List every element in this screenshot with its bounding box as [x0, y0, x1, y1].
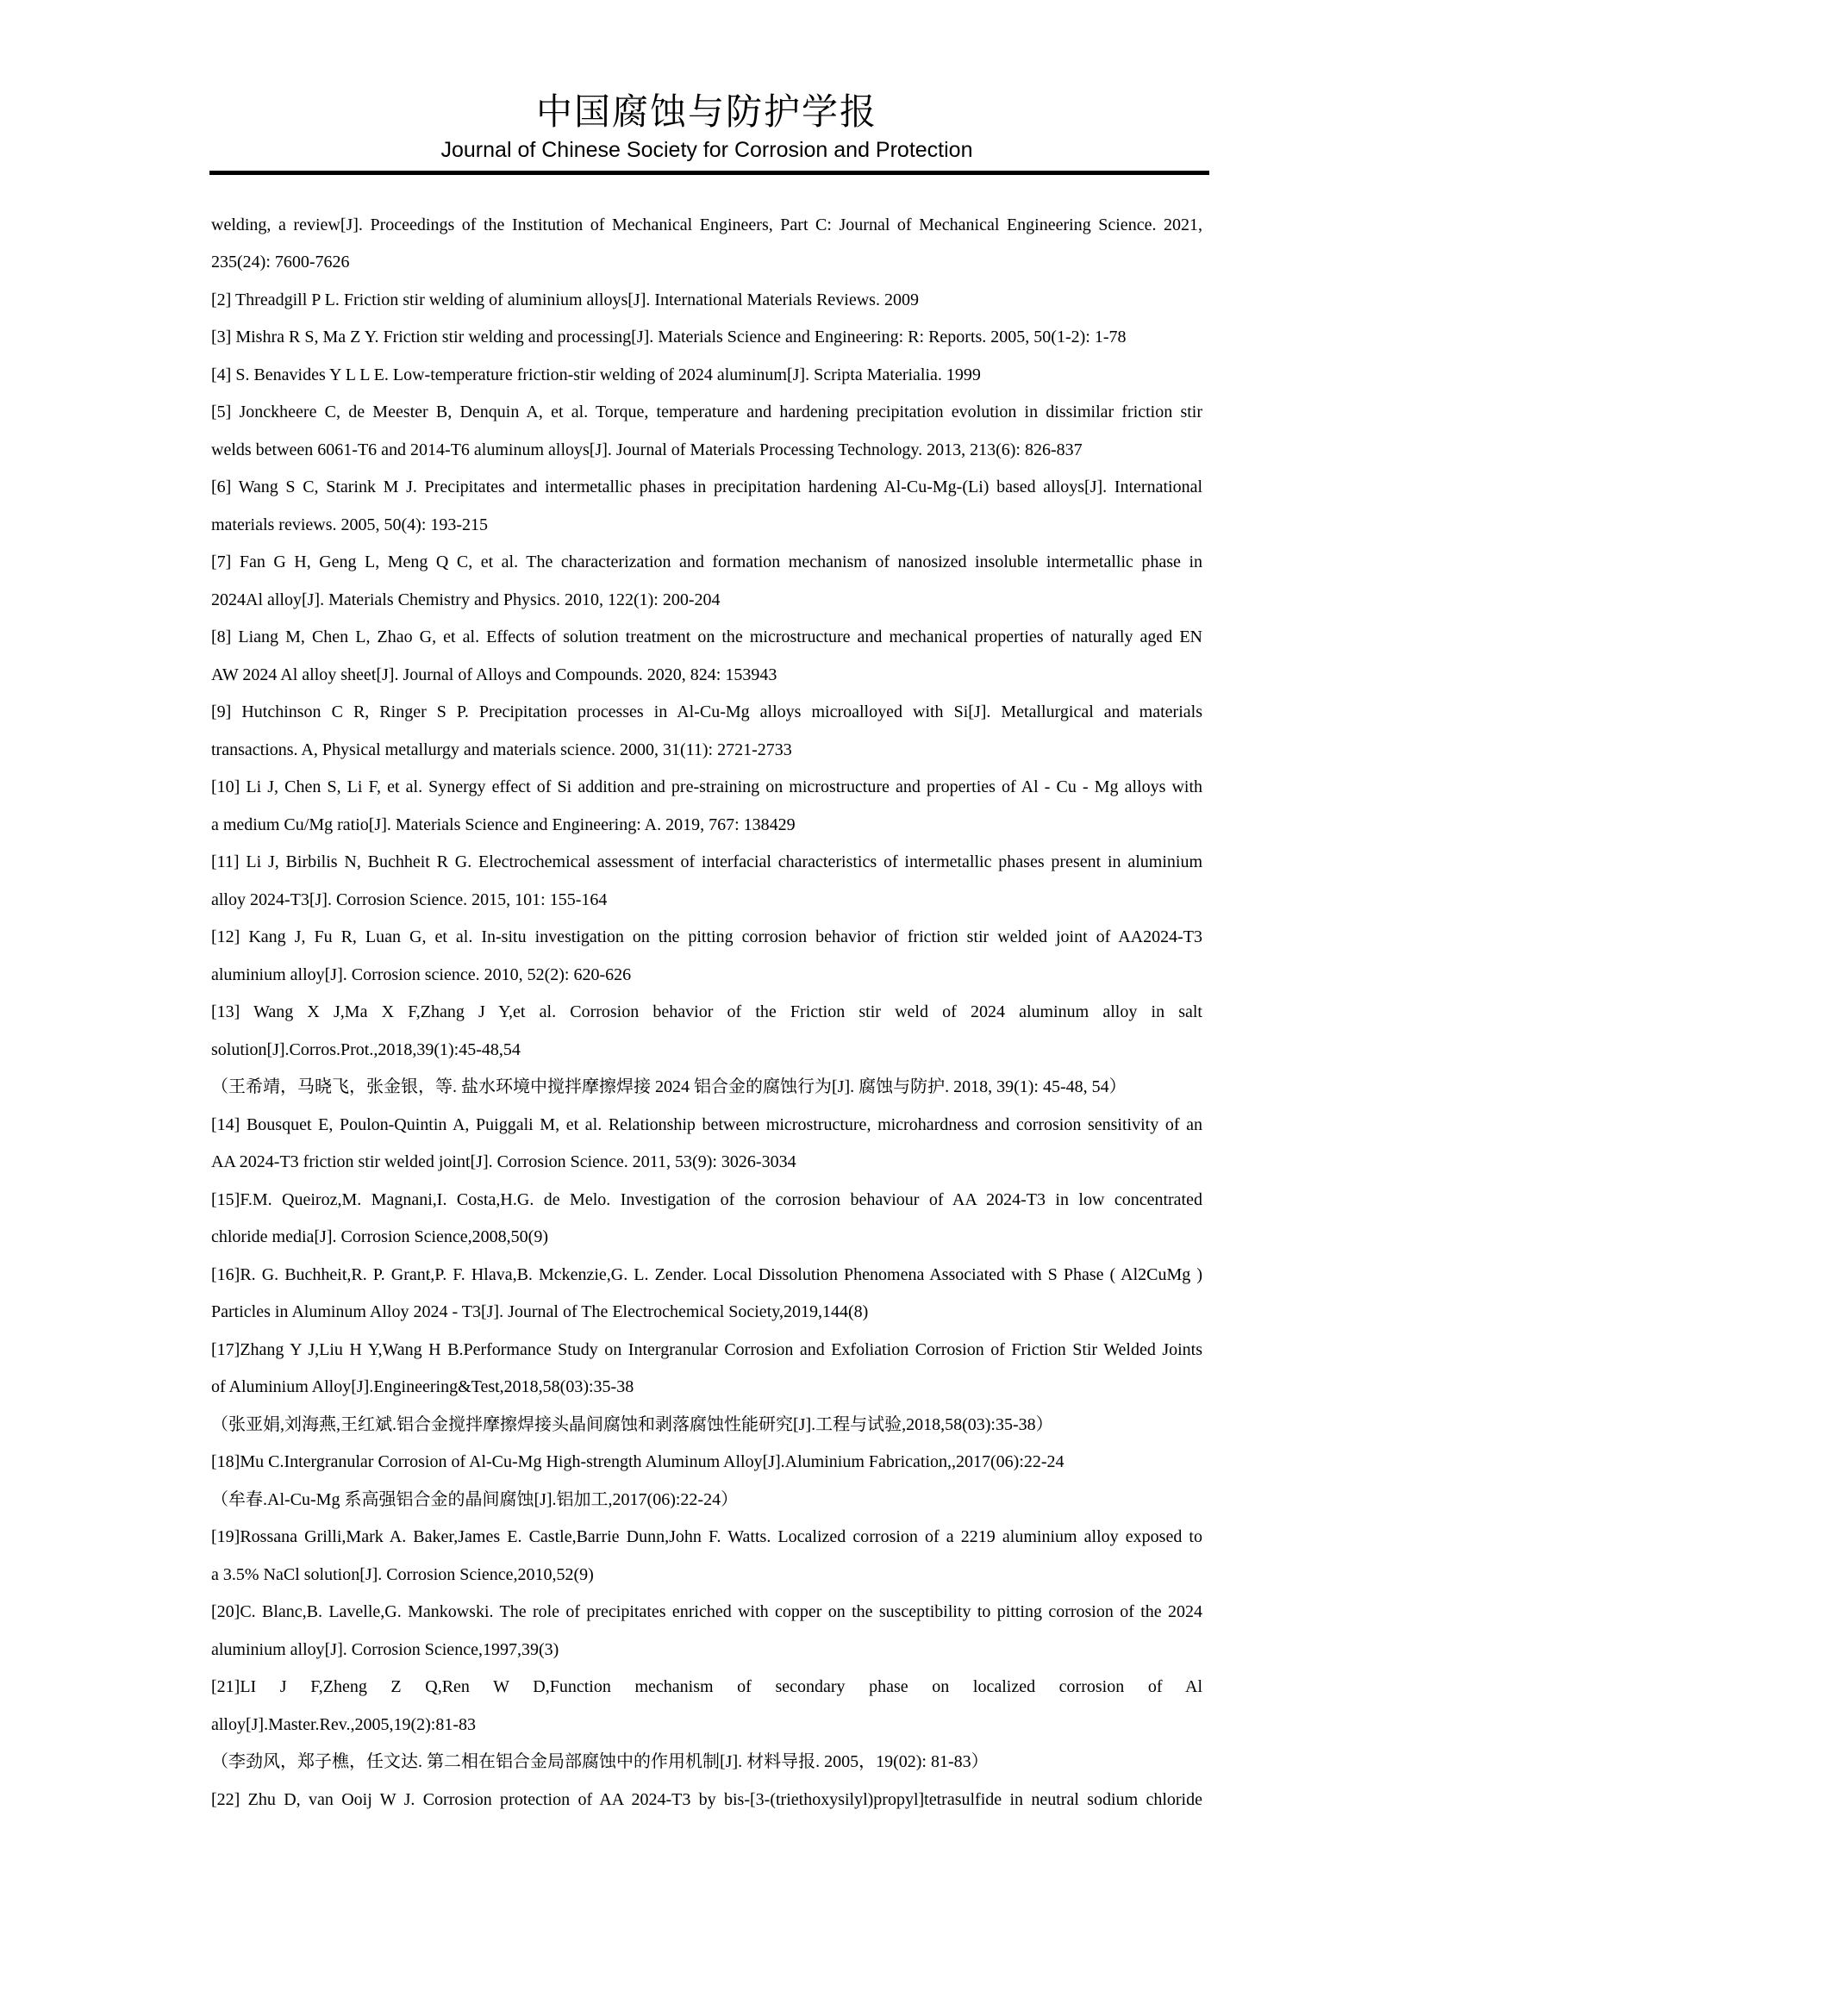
reference-line: （张亚娟,刘海燕,王红斌.铝合金搅拌摩擦焊接头晶间腐蚀和剥落腐蚀性能研究[J].工程与试验,2018,58(03):35-38）	[211, 1414, 1053, 1434]
reference-line: welds between 6061-T6 and 2014-T6 aluminum alloys[J]. Journal of Materials Processing Technology. 2013, 213(6): 826-837	[211, 440, 1083, 459]
reference-line: [2] Threadgill P L. Friction stir welding of aluminium alloys[J]. International Materials Reviews. 2009	[211, 290, 919, 309]
reference-line: AA 2024-T3 friction stir welded joint[J]. Corrosion Science. 2011, 53(9): 3026-3034	[211, 1152, 796, 1172]
reference-line: aluminium alloy[J]. Corrosion Science,1997,39(3)	[211, 1639, 559, 1659]
reference-line: [4] S. Benavides Y L L E. Low-temperature friction-stir welding of 2024 aluminum[J]. Scripta Materialia. 1999	[211, 365, 981, 384]
reference-line: [19]Rossana Grilli,Mark A. Baker,James E. Castle,Barrie Dunn,John F. Watts. Localized corrosion of a 2219 aluminium alloy exposed to	[211, 1527, 1202, 1547]
reference-line: of Aluminium Alloy[J].Engineering&Test,2018,58(03):35-38	[211, 1377, 634, 1397]
reference-line: [10] Li J, Chen S, Li F, et al. Synergy effect of Si addition and pre-straining on microstructure and properties of Al - Cu - Mg alloys with	[211, 777, 1202, 797]
reference-line: [13] Wang X J,Ma X F,Zhang J Y,et al. Corrosion behavior of the Friction stir weld of 2024 aluminum alloy in salt	[211, 1002, 1202, 1022]
references-list	[211, 207, 1202, 1819]
reference-line: welding, a review[J]. Proceedings of the Institution of Mechanical Engineers, Part C: Journal of Mechanical Engineering Science. 2021,	[211, 215, 1202, 234]
page-content	[211, 0, 1202, 1819]
reference-line: 2024Al alloy[J]. Materials Chemistry and Physics. 2010, 122(1): 200-204	[211, 590, 721, 609]
reference-line: （李劲风，郑子樵，任文达. 第二相在铝合金局部腐蚀中的作用机制[J]. 材料导报. 2005，19(02): 81-83）	[211, 1752, 989, 1772]
reference-line: [12] Kang J, Fu R, Luan G, et al. In-situ investigation on the pitting corrosion behavior of friction stir welded joint of AA2024-T3	[211, 927, 1202, 947]
journal-title-chinese: 中国腐蚀与防护学报	[535, 93, 877, 133]
reference-line: [11] Li J, Birbilis N, Buchheit R G. Electrochemical assessment of interfacial characteristics of intermetallic phases present in aluminium	[211, 852, 1202, 872]
reference-line: （牟春.Al-Cu-Mg 系高强铝合金的晶间腐蚀[J].铝加工,2017(06):22-24）	[211, 1489, 739, 1509]
reference-line: 235(24): 7600-7626	[211, 253, 350, 272]
reference-line: [17]Zhang Y J,Liu H Y,Wang H B.Performance Study on Intergranular Corrosion and Exfoliation Corrosion of Friction Stir Welded Joints	[211, 1339, 1202, 1359]
reference-line: alloy[J].Master.Rev.,2005,19(2):81-83	[211, 1714, 476, 1734]
journal-header	[211, 0, 1202, 175]
reference-line: aluminium alloy[J]. Corrosion science. 2010, 52(2): 620-626	[211, 964, 632, 984]
reference-line: [18]Mu C.Intergranular Corrosion of Al-Cu-Mg High-strength Aluminum Alloy[J].Aluminium Fabrication,,2017(06):22-24	[211, 1452, 1064, 1472]
reference-line: [8] Liang M, Chen L, Zhao G, et al. Effects of solution treatment on the microstructure and mechanical properties of naturally aged EN	[211, 627, 1202, 647]
reference-line: [9] Hutchinson C R, Ringer S P. Precipitation processes in Al-Cu-Mg alloys microalloyed with Si[J]. Metallurgical and materials	[211, 702, 1202, 722]
reference-line: solution[J].Corros.Prot.,2018,39(1):45-48,54	[211, 1039, 521, 1059]
reference-line: [14] Bousquet E, Poulon-Quintin A, Puiggali M, et al. Relationship between microstructure, microhardness and corrosion sensitivity of an	[211, 1114, 1202, 1134]
reference-line: alloy 2024-T3[J]. Corrosion Science. 2015, 101: 155-164	[211, 889, 608, 909]
reference-line: [7] Fan G H, Geng L, Meng Q C, et al. The characterization and formation mechanism of nanosized insoluble intermetallic phase in	[211, 552, 1202, 572]
reference-line: materials reviews. 2005, 50(4): 193-215	[211, 515, 489, 534]
reference-line: [22] Zhu D, van Ooij W J. Corrosion protection of AA 2024-T3 by bis-[3-(triethoxysilyl)propyl]tetrasulfide in neutral sodium chloride	[211, 1789, 1202, 1809]
reference-line: transactions. A, Physical metallurgy and materials science. 2000, 31(11): 2721-2733	[211, 740, 792, 759]
journal-title-english: Journal of Chinese Society for Corrosion and Protection	[440, 138, 973, 163]
reference-line: AW 2024 Al alloy sheet[J]. Journal of Alloys and Compounds. 2020, 824: 153943	[211, 665, 777, 684]
reference-line: [5] Jonckheere C, de Meester B, Denquin A, et al. Torque, temperature and hardening precipitation evolution in dissimilar friction stir	[211, 403, 1202, 422]
reference-line: a medium Cu/Mg ratio[J]. Materials Science and Engineering: A. 2019, 767: 138429	[211, 815, 796, 834]
reference-line: [3] Mishra R S, Ma Z Y. Friction stir welding and processing[J]. Materials Science and Engineering: R: Reports. 2005, 50(1-2): 1-78	[211, 328, 1127, 347]
reference-line: chloride media[J]. Corrosion Science,2008,50(9)	[211, 1227, 549, 1247]
reference-line: [21]LI J F,Zheng Z Q,Ren W D,Function mechanism of secondary phase on localized corrosion of Al	[211, 1677, 1202, 1697]
reference-line: （王希靖，马晓飞，张金银，等. 盐水环境中搅拌摩擦焊接 2024 铝合金的腐蚀行为[J]. 腐蚀与防护. 2018, 39(1): 45-48, 54）	[211, 1077, 1127, 1097]
reference-line: Particles in Aluminum Alloy 2024 - T3[J]. Journal of The Electrochemical Society,2019,144(8)	[211, 1302, 869, 1322]
reference-line: [6] Wang S C, Starink M J. Precipitates and intermetallic phases in precipitation hardening Al-Cu-Mg-(Li) based alloys[J]. International	[211, 477, 1202, 497]
reference-line: [15]F.M. Queiroz,M. Magnani,I. Costa,H.G. de Melo. Investigation of the corrosion behaviour of AA 2024-T3 in low concentrated	[211, 1189, 1202, 1209]
reference-line: a 3.5% NaCl solution[J]. Corrosion Science,2010,52(9)	[211, 1564, 594, 1584]
reference-line: [16]R. G. Buchheit,R. P. Grant,P. F. Hlava,B. Mckenzie,G. L. Zender. Local Dissolution Phenomena Associated with S Phase ( Al2CuMg )	[211, 1264, 1202, 1284]
reference-line: [20]C. Blanc,B. Lavelle,G. Mankowski. The role of precipitates enriched with copper on the susceptibility to pitting corrosion of the 2024	[211, 1602, 1202, 1622]
header-divider-rule	[209, 171, 1209, 175]
